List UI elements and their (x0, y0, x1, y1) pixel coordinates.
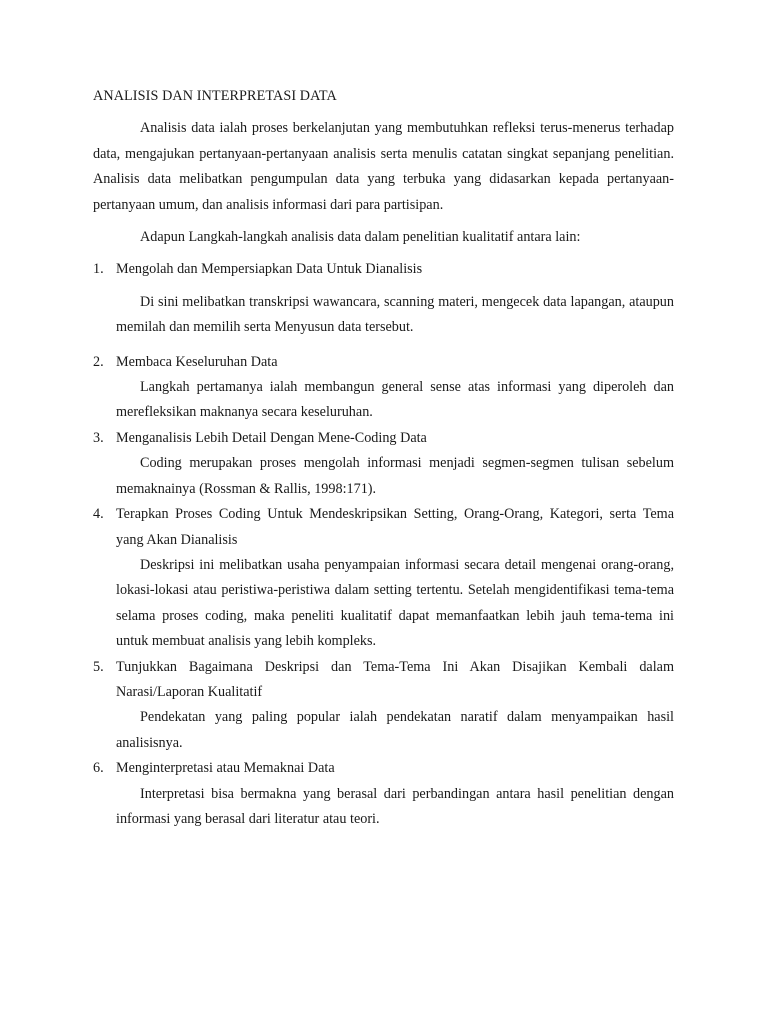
step-body: Interpretasi bisa bermakna yang berasal dari perbandingan antara hasil penelitian dengan informasi yang berasal dari literatur atau teori. (116, 785, 674, 827)
step-number: 2. (93, 353, 104, 370)
step-heading: Membaca Keseluruhan Data (116, 353, 278, 370)
document-body (93, 84, 674, 832)
step-number: 6. (93, 760, 104, 777)
step-body: Coding merupakan proses mengolah informasi menjadi segmen-segmen tulisan sebelum memaknainya (Rossman & Rallis, 1998:171). (116, 455, 674, 497)
step-heading: Menganalisis Lebih Detail Dengan Mene-Coding Data (116, 429, 427, 446)
analysis-steps-list (93, 257, 674, 832)
step-heading: Tunjukkan Bagaimana Deskripsi dan Tema-Tema Ini Akan Disajikan Kembali dalam Narasi/Laporan Kualitatif (116, 658, 674, 700)
step-body: Pendekatan yang paling popular ialah pendekatan naratif dalam menyampaikan hasil analisisnya. (116, 709, 674, 751)
step-number: 1. (93, 261, 104, 278)
step-heading: Menginterpretasi atau Memaknai Data (116, 760, 335, 777)
document-title: ANALISIS DAN INTERPRETASI DATA (93, 88, 337, 104)
list-item (93, 350, 674, 426)
step-number: 4. (93, 506, 104, 523)
step-body: Di sini melibatkan transkripsi wawancara, scanning materi, mengecek data lapangan, ataupun memilah dan memilih serta Menyusun data tersebut. (116, 293, 674, 336)
list-item (93, 756, 674, 832)
list-item (93, 502, 674, 654)
list-item (93, 655, 674, 757)
step-number: 3. (93, 429, 104, 446)
step-body: Langkah pertamanya ialah membangun general sense atas informasi yang diperoleh dan merefleksikan maknanya secara keseluruhan. (116, 379, 674, 421)
step-body: Deskripsi ini melibatkan usaha penyampaian informasi secara detail mengenai orang-orang, lokasi-lokasi atau peristiwa-peristiwa dalam setting tertentu. Setelah mengidentifikasi tema-tema selama proses coding, maka peneliti kualitatif dapat memanfaatkan lebih jauh tema-tema ini untuk membuat analisis yang lebih kompleks. (116, 556, 674, 650)
list-item (93, 257, 674, 340)
list-item (93, 426, 674, 502)
step-heading: Terapkan Proses Coding Untuk Mendeskripsikan Setting, Orang-Orang, Kategori, serta Tema yang Akan Dianalisis (116, 506, 674, 548)
intro-paragraph-definition: Analisis data ialah proses berkelanjutan yang membutuhkan refleksi terus-menerus terhadap data, mengajukan pertanyaan-pertanyaan analisis serta menulis catatan singkat sepanjang penelitian. Analisis data melibatkan pengumpulan data yang terbuka yang didasarkan kepada pertanyaan-pertanyaan umum, dan analisis informasi dari para partisipan. (93, 120, 674, 213)
intro-paragraph-steps-lead: Adapun Langkah-langkah analisis data dalam penelitian kualitatif antara lain: (140, 229, 581, 246)
step-number: 5. (93, 658, 104, 675)
step-heading: Mengolah dan Mempersiapkan Data Untuk Dianalisis (116, 261, 423, 278)
